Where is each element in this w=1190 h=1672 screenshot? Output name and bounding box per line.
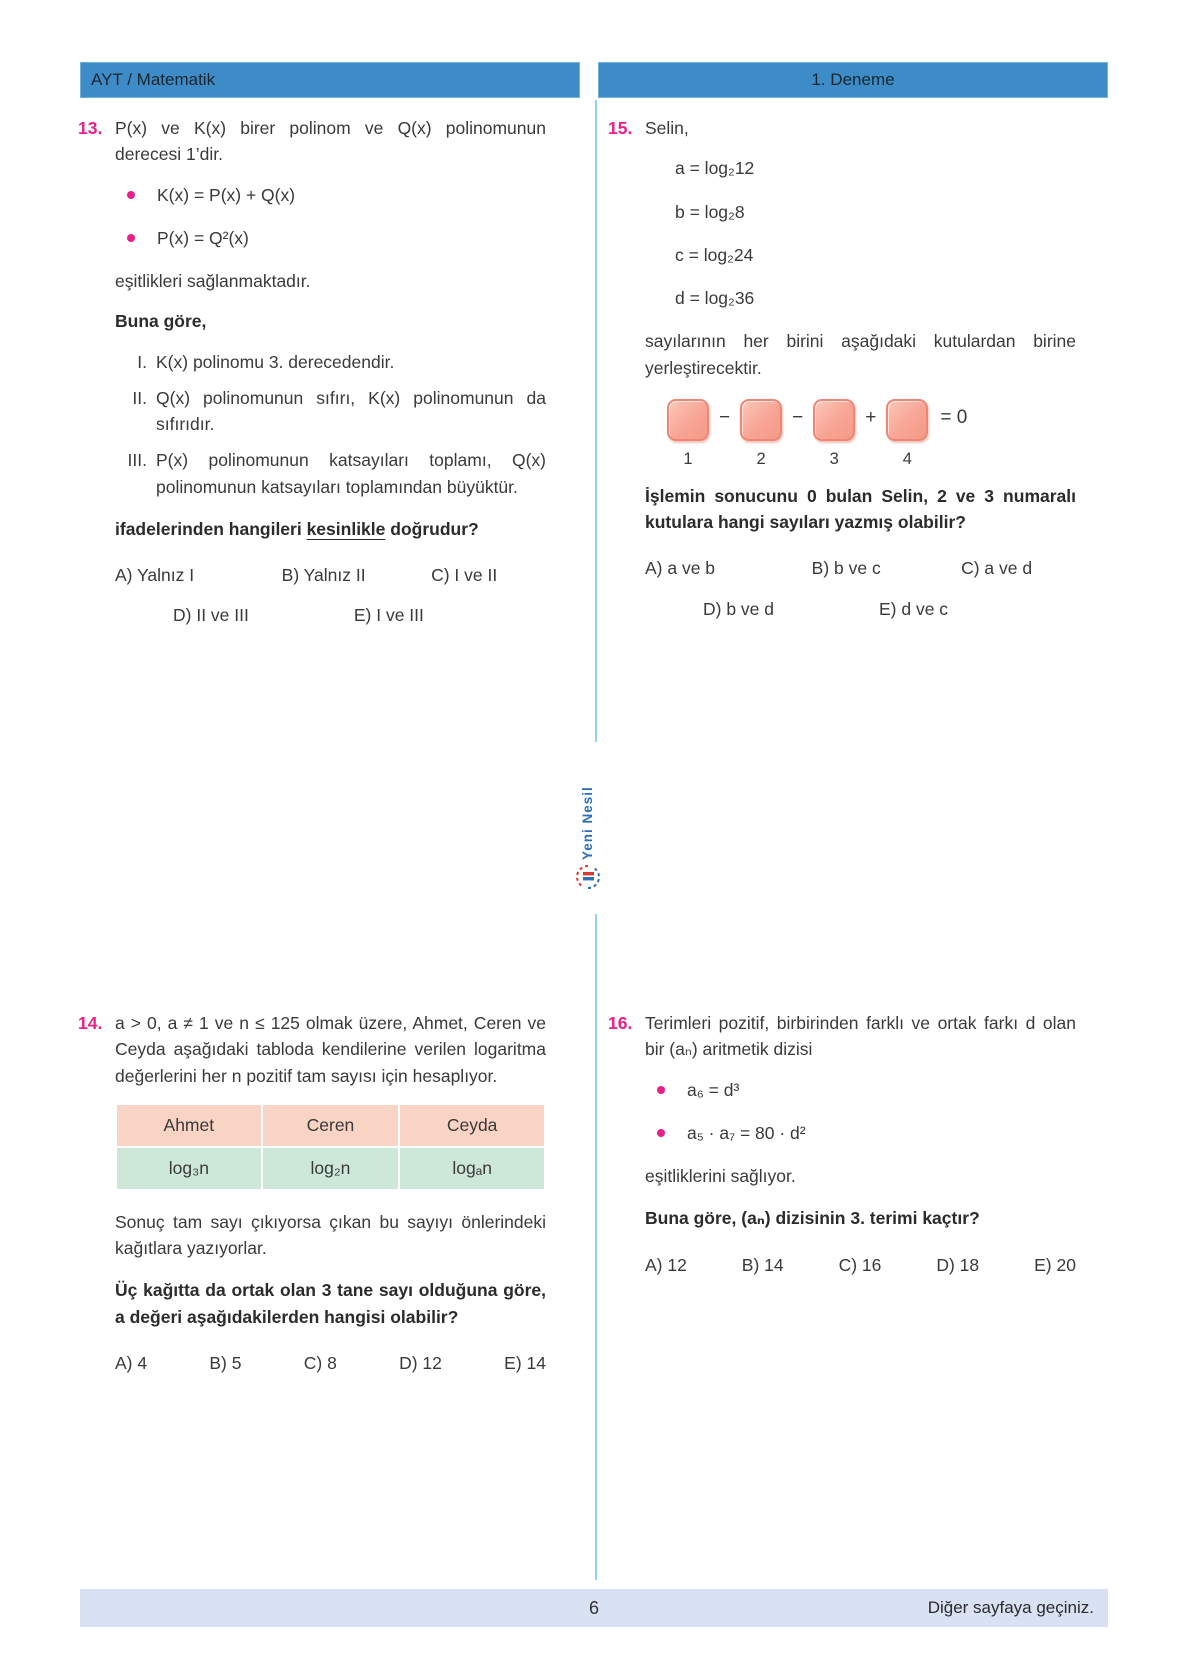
page-number: 6 [588, 1597, 600, 1618]
roman-text: K(x) polinomu 3. derecedendir. [156, 351, 395, 372]
header-left-title: AYT / Matematik [91, 70, 216, 90]
question-15-prompt: İşlemin sonucunu 0 bulan Selin, 2 ve 3 numaralı kutulara hangi sayıları yazmış olabilir? [645, 485, 1076, 532]
roman-item [115, 349, 546, 375]
header-left-bar [80, 62, 580, 98]
option-e: E) I ve III [353, 605, 424, 626]
option-c: C) 16 [838, 1254, 882, 1275]
answer-box-3 [813, 399, 855, 441]
option-b: B) b ve c [811, 558, 881, 579]
bullet-dot-icon [657, 1129, 665, 1137]
question-15-after-equations: sayılarının her birini aşağıdaki kutulardan birine yerleştirecektir. [645, 331, 1076, 378]
option-a: A) a ve b [645, 558, 716, 579]
question-15-options-row1 [645, 555, 1076, 581]
operator-minus: − [719, 406, 731, 428]
bullet-dot-icon [657, 1086, 665, 1094]
option-d: D) 18 [936, 1254, 980, 1275]
question-14 [78, 1010, 546, 1376]
footer-bar [80, 1589, 1108, 1627]
bullet-item [645, 1120, 1076, 1146]
box-label: 4 [902, 449, 912, 468]
box-unit [667, 399, 709, 467]
question-13-lead: Buna göre, [115, 311, 207, 332]
question-13-number: 13. [78, 118, 103, 138]
question-13 [78, 115, 546, 629]
question-14-after-table: Sonuç tam sayı çıkıyorsa çıkan bu sayıyı önlerindeki kağıtlara yazıyorlar. [115, 1211, 546, 1258]
question-13-after-bullets: eşitlikleri sağlanmaktadır. [115, 271, 311, 291]
equation: c = log₂24 [675, 244, 754, 265]
equation: d = log₂36 [675, 288, 755, 308]
question-14-options [115, 1350, 546, 1376]
question-13-prompt [115, 516, 546, 542]
question-14-prompt: Üç kağıtta da ortak olan 3 tane sayı olduğuna göre, a değeri aşağıdakilerden hangisi olabilir? [115, 1280, 546, 1327]
option-a: A) Yalnız I [115, 565, 195, 585]
roman-label: II. [132, 387, 147, 408]
header-right-title: 1. Deneme [811, 70, 895, 90]
table-value-row [116, 1147, 545, 1190]
option-b: B) 14 [741, 1254, 784, 1275]
roman-item [115, 385, 546, 438]
bullet-dot-icon [127, 191, 135, 199]
option-d: D) II ve III [173, 605, 249, 626]
question-15-equations [645, 155, 1076, 311]
question-15-options-row2 [645, 596, 1076, 622]
question-13-intro: P(x) ve K(x) birer polinom ve Q(x) polinomunun derecesi 1’dir. [115, 118, 546, 165]
left-column [78, 115, 546, 1580]
bullet-text: K(x) = P(x) + Q(x) [157, 184, 296, 205]
option-c: C) 8 [303, 1352, 337, 1373]
question-15 [608, 115, 1076, 622]
table-header-cell: Ceren [262, 1104, 400, 1147]
option-c: C) a ve d [961, 558, 1033, 579]
question-13-bullets [115, 182, 546, 252]
table-value-cell: logₐn [399, 1147, 545, 1190]
question-16-after-bullets: eşitliklerini sağlıyor. [645, 1166, 796, 1186]
option-e: E) 20 [1034, 1254, 1076, 1275]
footer-note: Diğer sayfaya geçiniz. [927, 1598, 1094, 1618]
question-16-intro: Terimleri pozitif, birbirinden farklı ve ortak farkı d olan bir (aₙ) aritmetik dizisi [645, 1013, 1076, 1060]
publisher-logo-icon [575, 864, 601, 897]
option-d: D) b ve d [703, 598, 774, 619]
prompt-text: doğrudur? [385, 518, 479, 539]
question-14-number: 14. [78, 1013, 103, 1033]
option-d: D) 12 [399, 1352, 442, 1373]
table-header-cell: Ahmet [116, 1104, 262, 1147]
table-value-cell: log₃n [116, 1147, 262, 1190]
bullet-dot-icon [127, 234, 135, 242]
publisher-logo [562, 742, 614, 914]
option-c: C) I ve II [431, 565, 498, 585]
right-column [608, 115, 1076, 1580]
equation: b = log₂8 [675, 201, 745, 222]
bullet-text: a₆ = d³ [687, 1079, 740, 1100]
question-15-number: 15. [608, 118, 633, 138]
bullet-text: P(x) = Q²(x) [157, 227, 249, 248]
publisher-logo-text: Yeni Nesil [579, 786, 595, 860]
box-unit [886, 399, 928, 467]
bullet-item [115, 182, 546, 208]
box-unit [740, 399, 782, 467]
table-header-cell: Ceyda [399, 1104, 545, 1147]
roman-text: P(x) polinomunun katsayıları toplamı, Q(x) polinomunun katsayıları toplamından büyüktür. [156, 450, 546, 497]
equation: a = log₂12 [675, 158, 755, 179]
table-header-row [116, 1104, 545, 1147]
box-unit [813, 399, 855, 467]
bullet-item [115, 225, 546, 251]
equation-box-diagram [667, 395, 1076, 467]
box-label: 1 [683, 449, 693, 468]
answer-box-1 [667, 399, 709, 441]
logarithm-table [115, 1103, 546, 1191]
option-a: A) 12 [645, 1254, 687, 1275]
question-16-options [645, 1252, 1076, 1278]
question-14-intro: a > 0, a ≠ 1 ve n ≤ 125 olmak üzere, Ahmet, Ceren ve Ceyda aşağıdaki tabloda kendilerine verilen logaritma değerlerini her n pozitif tam sayısı için hesaplıyor. [115, 1013, 546, 1086]
table-value-cell: log₂n [262, 1147, 400, 1190]
prompt-text: ifadelerinden hangileri [115, 518, 307, 539]
bullet-item [645, 1077, 1076, 1103]
box-label: 2 [756, 449, 766, 468]
operator-minus: − [792, 406, 804, 428]
prompt-underlined-word: kesinlikle [306, 518, 386, 539]
question-16 [608, 1010, 1076, 1278]
bullet-text: a₅ · a₇ = 80 · d² [687, 1122, 806, 1143]
question-13-options-row2 [115, 602, 546, 628]
question-15-intro: Selin, [645, 118, 689, 138]
answer-box-4 [886, 399, 928, 441]
option-e: E) 14 [504, 1352, 546, 1373]
header-right-bar [598, 62, 1108, 98]
question-16-prompt: Buna göre, (aₙ) dizisinin 3. terimi kaçtır? [645, 1208, 980, 1229]
operator-plus: + [865, 406, 877, 428]
roman-label: I. [137, 351, 147, 372]
answer-box-2 [740, 399, 782, 441]
question-13-roman-list [115, 349, 546, 500]
option-a: A) 4 [115, 1352, 148, 1373]
roman-text: Q(x) polinomunun sıfırı, K(x) polinomunun da sıfırıdır. [156, 387, 546, 434]
equals-zero-text: = 0 [940, 406, 968, 428]
option-e: E) d ve c [879, 598, 949, 619]
roman-item [115, 447, 546, 500]
option-b: B) 5 [209, 1352, 242, 1373]
question-16-bullets [645, 1077, 1076, 1147]
question-16-number: 16. [608, 1013, 633, 1033]
question-13-options-row1 [115, 562, 546, 588]
box-label: 3 [829, 449, 839, 468]
option-b: B) Yalnız II [281, 565, 366, 585]
roman-label: III. [127, 450, 147, 471]
